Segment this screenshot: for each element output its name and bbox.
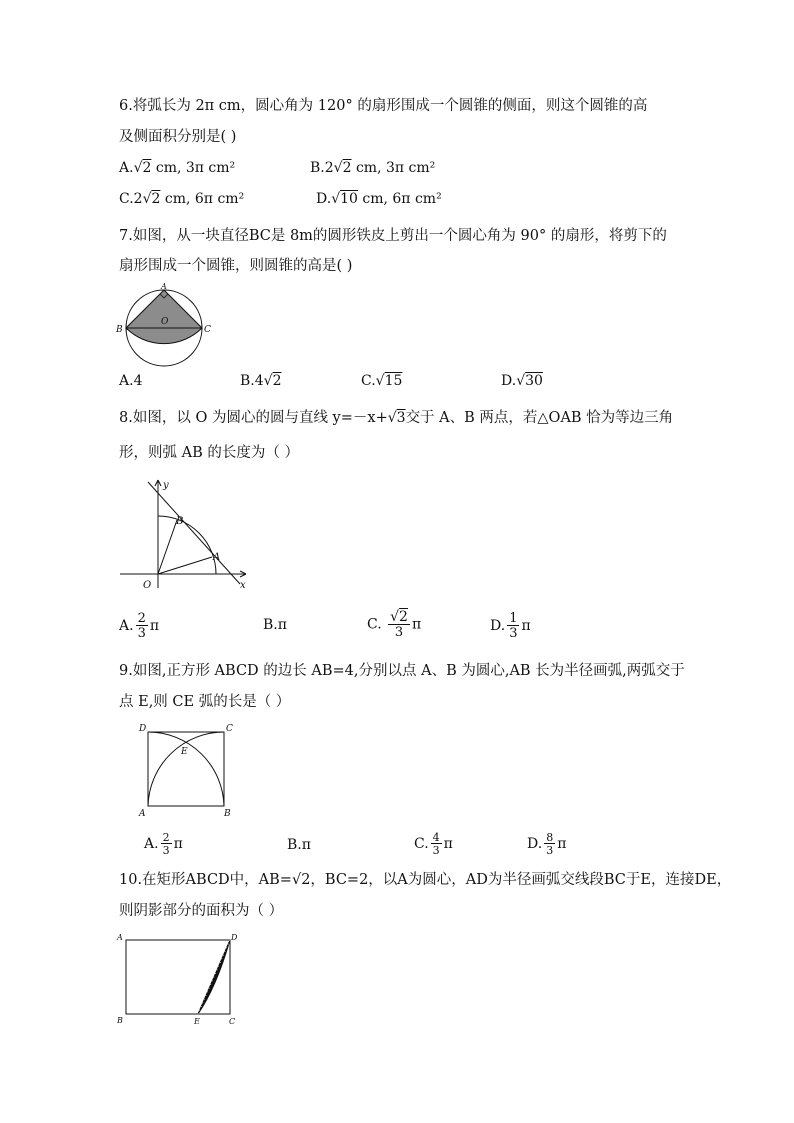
q8-option-d[interactable]: D. $\frac{1}{3}$ π: [490, 611, 531, 641]
q8-label-o: O: [143, 580, 152, 591]
q9-label-e: E: [181, 747, 188, 757]
q9-square: [148, 732, 224, 806]
q6-option-d[interactable]: D.√10 cm, 6π cm²: [316, 191, 442, 207]
q10-label-a: A: [117, 933, 123, 942]
q8-stem-line1: 8.如图，以 O 为圆心的圆与直线 y=－x+√3交于 A、B 两点，若△OAB 恰为等边三角: [119, 410, 674, 426]
q9-arc-b: [148, 732, 224, 806]
q9-stem-line1: 9.如图,正方形 ABCD 的边长 AB=4,分别以点 A、B 为圆心,AB 长为半径画弧,两弧交于: [119, 663, 685, 679]
q8-figure: [116, 476, 256, 594]
q6-stem-line2: 及侧面积分别是( ): [119, 129, 237, 145]
q8-line: [148, 482, 240, 584]
q7-figure: [114, 282, 218, 368]
q6-stem-line1: 6.将弧长为 2π cm，圆心角为 120° 的扇形围成一个圆锥的侧面，则这个圆锥的高: [119, 98, 648, 114]
q9-label-b: B: [224, 809, 231, 818]
q7-stem-line2: 扇形围成一个圆锥，则圆锥的高是( ): [119, 258, 353, 274]
q9-label-d: D: [139, 724, 147, 734]
q7-stem-line1: 7.如图，从一块直径BC是 8m的圆形铁皮上剪出一个圆心角为 90° 的扇形，将剪下的: [119, 228, 667, 244]
q8-segment-oa: [158, 557, 212, 574]
q6-option-c[interactable]: C.2√2 cm, 6π cm²: [119, 191, 245, 207]
q7-label-o: O: [161, 317, 169, 327]
q9-arc-a: [148, 732, 224, 806]
q10-label-c: C: [229, 1017, 236, 1026]
q6-option-b[interactable]: B.2√2 cm, 3π cm²: [310, 160, 436, 176]
q9-label-c: C: [226, 724, 233, 734]
q9-option-b[interactable]: B.π: [287, 837, 311, 853]
q10-stem-line1: 10.在矩形ABCD中，AB=√2，BC=2，以A为圆心，AD为半径画弧交线段BC于E，连接DE，: [119, 872, 732, 888]
q10-figure: [114, 928, 244, 1028]
q10-stem-line2: 则阴影部分的面积为（ ）: [119, 903, 284, 919]
q7-label-a: A: [161, 282, 167, 291]
q9-label-a: A: [139, 809, 146, 818]
q10-label-d: D: [231, 933, 238, 942]
q7-label-c: C: [204, 325, 211, 335]
q7-option-d[interactable]: D.√30: [501, 373, 543, 389]
q8-segment-ob: [158, 520, 177, 574]
q8-option-b[interactable]: B.π: [263, 617, 287, 633]
q10-label-b: B: [117, 1016, 123, 1025]
q7-label-b: B: [116, 325, 123, 335]
q7-option-b[interactable]: B.4√2: [240, 373, 282, 389]
q9-option-c[interactable]: C. $\frac{4}{3}$ π: [414, 831, 453, 857]
q7-option-c[interactable]: C.√15: [361, 373, 403, 389]
q8-option-c[interactable]: C. $\frac{√2}{3}$ π: [367, 609, 422, 640]
q9-option-a[interactable]: A. $\frac{2}{3}$ π: [144, 831, 183, 857]
q10-label-e: E: [194, 1017, 200, 1026]
q8-label-y: y: [163, 480, 169, 491]
q9-option-d[interactable]: D. $\frac{8}{3}$ π: [527, 831, 567, 857]
q8-label-x: x: [240, 580, 246, 591]
q8-label-a: A: [213, 552, 221, 563]
q8-label-b: B: [176, 516, 184, 527]
q9-figure: [138, 722, 238, 818]
q6-option-a[interactable]: A.√2 cm, 3π cm²: [119, 160, 236, 176]
q8-option-a[interactable]: A. $\frac{2}{3}$ π: [119, 611, 160, 641]
q9-stem-line2: 点 E,则 CE 弧的长是（ ）: [119, 694, 291, 710]
q7-option-a[interactable]: A.4: [119, 373, 143, 389]
q8-stem-line2: 形，则弧 AB 的长度为（ ）: [119, 445, 299, 461]
